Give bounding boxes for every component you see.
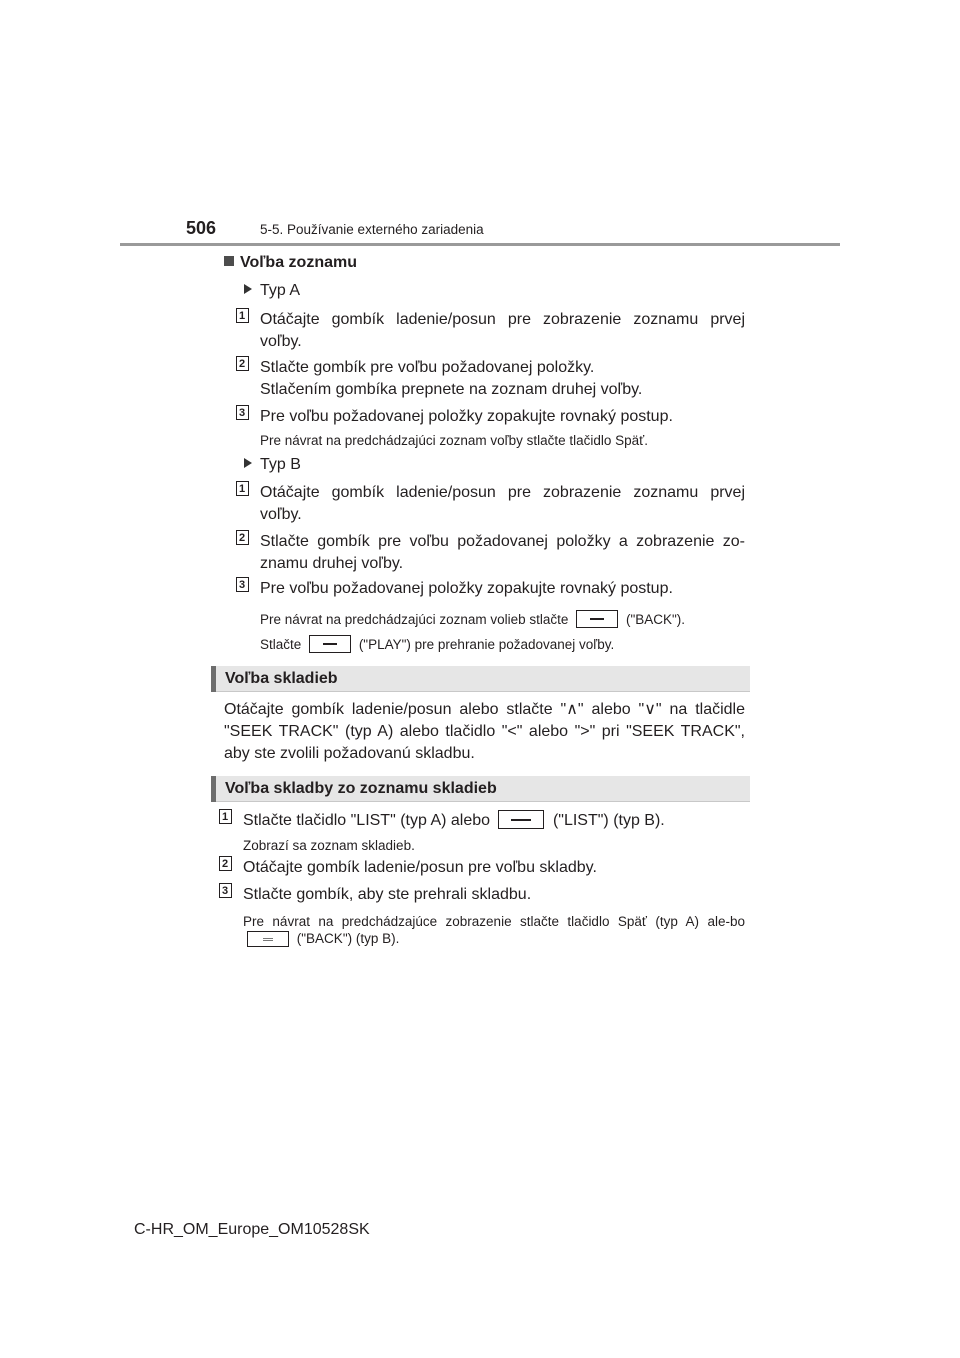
type-b-step-2: Stlačte gombík pre voľbu požadovanej položky a zobrazenie zo-znamu druhej voľby. — [260, 533, 745, 572]
track-selection-header — [211, 666, 750, 692]
step-number: 2 — [219, 856, 232, 871]
triangle-bullet-icon — [244, 458, 252, 468]
footer-document-id: C-HR_OM_Europe_OM10528SK — [134, 1221, 370, 1238]
step-number: 1 — [236, 481, 249, 496]
step-number: 1 — [219, 809, 232, 824]
type-a-note: Pre návrat na predchádzajúci zoznam voľby stlačte tlačidlo Späť. — [260, 433, 648, 448]
back-button-icon — [247, 931, 289, 947]
step-number: 3 — [236, 405, 249, 420]
step-number: 1 — [236, 308, 249, 323]
step-number: 2 — [236, 530, 249, 545]
header-accent-bar — [211, 666, 216, 692]
type-a-step-2: Stlačte gombík pre voľbu požadovanej položky. — [260, 359, 595, 376]
square-bullet-icon — [224, 256, 234, 266]
section-title: 5-5. Používanie externého zariadenia — [260, 222, 484, 237]
track-from-list-heading: Voľba skladby zo zoznamu skladieb — [225, 780, 497, 797]
type-b-label: Typ B — [244, 456, 301, 474]
step-number: 3 — [236, 577, 249, 592]
track-selection-body: Otáčajte gombík ladenie/posun alebo stlačte "∧" alebo "∨" na tlačidle "SEEK TRACK" (typ A) alebo tlačidlo "<" alebo ">" pri "SEEK TRACK", aby ste zvolili požadovanú skladbu. — [224, 701, 745, 762]
track-from-list-header — [211, 776, 750, 802]
track-list-step-1-note: Zobrazí sa zoznam skladieb. — [243, 838, 415, 853]
track-list-note: Pre návrat na predchádzajúce zobrazenie stlačte tlačidlo Späť (typ A) ale-bo ("BACK") (typ B). — [243, 914, 745, 946]
step-number: 2 — [236, 356, 249, 371]
track-list-step-1: Stlačte tlačidlo "LIST" (typ A) alebo ("LIST") (typ B). — [243, 812, 665, 829]
list-selection-heading — [224, 254, 357, 272]
track-selection-heading: Voľba skladieb — [225, 670, 338, 687]
list-button-icon — [498, 810, 544, 829]
type-b-note-back: Pre návrat na predchádzajúci zoznam volieb stlačte ("BACK"). — [260, 612, 686, 627]
type-b-step-3: Pre voľbu požadovanej položky zopakujte rovnaký postup. — [260, 580, 673, 597]
type-a-step-2-detail: Stlačením gombíka prepnete na zoznam druhej voľby. — [260, 381, 643, 398]
type-b-note-play: Stlačte ("PLAY") pre prehranie požadovanej voľby. — [260, 637, 615, 652]
header-divider — [120, 243, 840, 246]
type-b-step-1: Otáčajte gombík ladenie/posun pre zobrazenie zoznamu prvej voľby. — [260, 484, 745, 523]
page-number: 506 — [186, 218, 217, 238]
heading-text: Voľba zoznamu — [240, 254, 357, 271]
triangle-bullet-icon — [244, 284, 252, 294]
play-button-icon — [309, 635, 351, 653]
track-list-step-2: Otáčajte gombík ladenie/posun pre voľbu skladby. — [243, 859, 597, 876]
header-accent-bar — [211, 776, 216, 802]
back-button-icon — [576, 610, 618, 628]
track-list-step-3: Stlačte gombík, aby ste prehrali skladbu. — [243, 886, 532, 903]
type-a-step-3: Pre voľbu požadovanej položky zopakujte rovnaký postup. — [260, 408, 673, 425]
type-a-step-1: Otáčajte gombík ladenie/posun pre zobrazenie zoznamu prvej voľby. — [260, 311, 745, 350]
step-number: 3 — [219, 883, 232, 898]
type-a-label: Typ A — [244, 282, 300, 300]
